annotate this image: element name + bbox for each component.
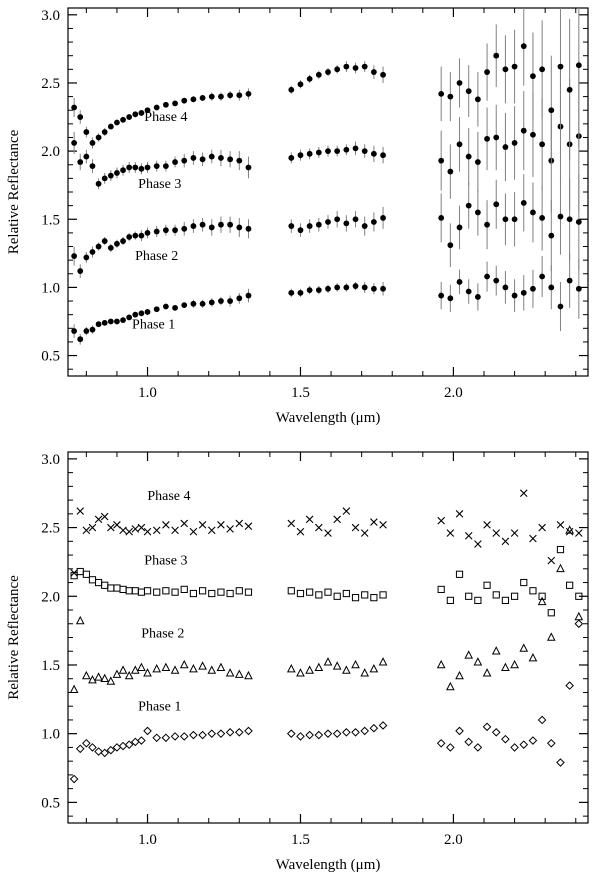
y-tick-label: 2.0 xyxy=(41,589,60,606)
series-annotation: Phase 2 xyxy=(141,626,185,642)
y-tick-label: 2.0 xyxy=(41,144,60,161)
series-annotation: Phase 2 xyxy=(135,249,179,265)
y-axis-label: Relative Reflectance xyxy=(6,575,22,700)
y-tick-label: 3.0 xyxy=(41,7,60,24)
x-tick-label: 1.5 xyxy=(291,385,310,401)
y-tick-label: 1.5 xyxy=(41,657,60,674)
y-tick-label: 1.0 xyxy=(41,280,60,297)
series-annotation: Phase 1 xyxy=(132,317,176,333)
series-annotation: Phase 4 xyxy=(144,110,188,126)
series-annotation: Phase 4 xyxy=(147,489,191,505)
x-tick-label: 1.0 xyxy=(138,385,157,401)
top-plot-svg xyxy=(0,0,600,430)
y-tick-label: 1.5 xyxy=(41,212,60,229)
bottom-plot-svg xyxy=(0,440,600,891)
series-annotation: Phase 3 xyxy=(144,553,188,569)
series-annotation: Phase 3 xyxy=(138,176,182,192)
x-tick-label: 2.0 xyxy=(444,385,463,401)
y-tick-label: 1.0 xyxy=(41,726,60,743)
x-tick-label: 1.5 xyxy=(291,832,310,848)
chart-panel-bottom xyxy=(0,440,600,891)
y-tick-label: 2.5 xyxy=(41,75,60,92)
series-phase-2 xyxy=(71,526,583,692)
x-tick-label: 2.0 xyxy=(444,832,463,848)
y-tick-label: 2.5 xyxy=(41,520,60,537)
y-tick-label: 3.0 xyxy=(41,451,60,468)
chart-panel-top xyxy=(0,0,600,430)
x-axis-label: Wavelength (μm) xyxy=(275,857,381,873)
x-axis-label: Wavelength (μm) xyxy=(275,410,381,426)
x-tick-label: 1.0 xyxy=(138,832,157,848)
series-annotation: Phase 1 xyxy=(138,699,182,715)
y-tick-label: 0.5 xyxy=(41,348,60,365)
y-axis-label: Relative Reflectance xyxy=(6,129,22,255)
y-tick-label: 0.5 xyxy=(41,795,60,812)
